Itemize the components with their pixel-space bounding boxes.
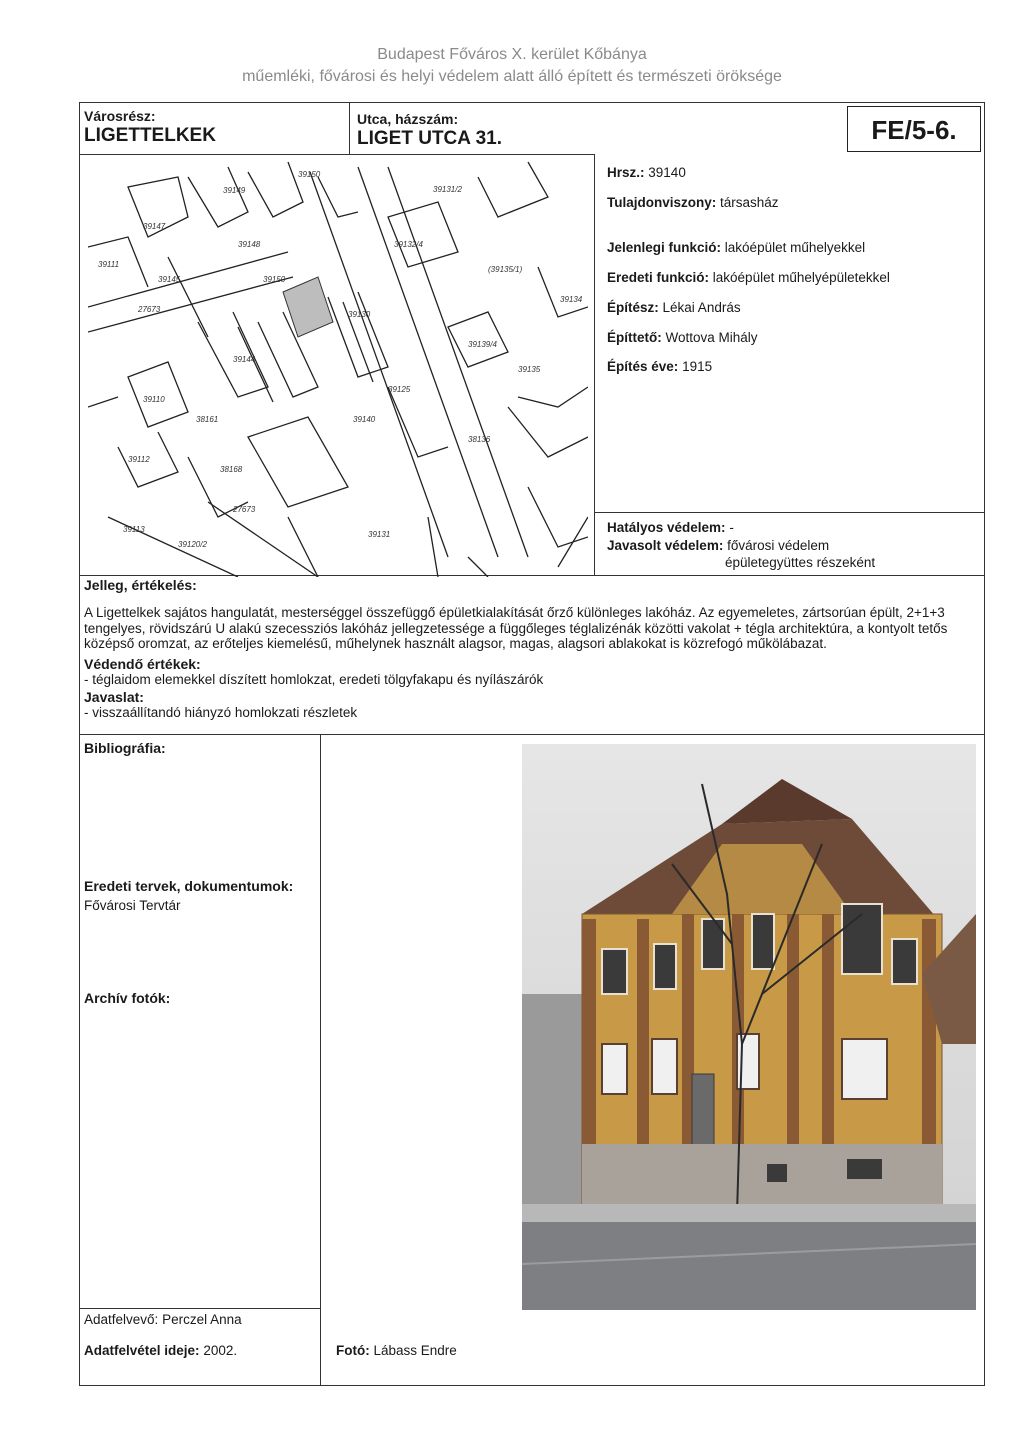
ownership-label: Tulajdonviszony: bbox=[607, 195, 717, 210]
svg-text:39149: 39149 bbox=[223, 186, 246, 195]
svg-text:38161: 38161 bbox=[196, 415, 219, 424]
ownership-value: társasház bbox=[720, 195, 779, 210]
svg-text:39145: 39145 bbox=[158, 275, 181, 284]
svg-text:39110: 39110 bbox=[143, 395, 165, 404]
svg-text:(39135/1): (39135/1) bbox=[488, 265, 523, 274]
svg-text:38168: 38168 bbox=[220, 465, 243, 474]
proposed-protection-row bbox=[607, 538, 829, 553]
builder-value: Wottova Mihály bbox=[665, 330, 758, 345]
proposed-protection-value: fővárosi védelem bbox=[727, 538, 830, 553]
architect-row bbox=[607, 300, 741, 315]
svg-text:39144: 39144 bbox=[233, 355, 256, 364]
proposal-heading: Javaslat: bbox=[84, 689, 144, 705]
svg-text:39140: 39140 bbox=[353, 415, 376, 424]
svg-text:39147: 39147 bbox=[143, 222, 166, 231]
building-photo-drawing bbox=[522, 744, 976, 1310]
recorder-value: Perczel Anna bbox=[162, 1312, 242, 1327]
hrsz-label: Hrsz.: bbox=[607, 165, 645, 180]
divider bbox=[349, 102, 350, 155]
original-function-value: lakóépület műhelyépületekkel bbox=[712, 270, 890, 285]
document-subtitle: műemléki, fővárosi és helyi védelem alatt álló épített és természeti öröksége bbox=[242, 68, 782, 85]
photo-label: Fotó: bbox=[336, 1343, 370, 1358]
plans-value: Fővárosi Tervtár bbox=[84, 898, 181, 913]
ownership-row bbox=[607, 195, 779, 210]
svg-text:39111: 39111 bbox=[98, 260, 120, 269]
hrsz-row bbox=[607, 165, 686, 180]
building-photo bbox=[522, 744, 976, 1310]
street-label: Utca, házszám: bbox=[357, 111, 459, 127]
hrsz-value: 39140 bbox=[648, 165, 686, 180]
architect-value: Lékai András bbox=[662, 300, 741, 315]
plans-label: Eredeti tervek, dokumentumok: bbox=[84, 878, 294, 894]
builder-label: Építtető: bbox=[607, 330, 662, 345]
svg-text:39139/4: 39139/4 bbox=[468, 340, 497, 349]
evaluation-heading: Jelleg, értékelés: bbox=[84, 577, 197, 593]
svg-text:27673: 27673 bbox=[138, 305, 161, 314]
svg-text:39120/2: 39120/2 bbox=[178, 540, 207, 549]
date-label: Adatfelvétel ideje: bbox=[84, 1343, 200, 1358]
values-heading: Védendő értékek: bbox=[84, 656, 201, 672]
district-label: Városrész: bbox=[84, 108, 156, 124]
svg-text:39134: 39134 bbox=[560, 295, 583, 304]
current-function-row bbox=[607, 240, 865, 255]
architect-label: Építész: bbox=[607, 300, 659, 315]
builder-row bbox=[607, 330, 758, 345]
values-item: - téglaidom elemekkel díszített homlokzat, eredeti tölgyfakapu és nyílászárók bbox=[84, 672, 544, 687]
current-function-label: Jelenlegi funkció: bbox=[607, 240, 722, 255]
divider bbox=[79, 1308, 320, 1309]
date-value: 2002. bbox=[203, 1343, 238, 1358]
svg-text:39132/4: 39132/4 bbox=[394, 240, 423, 249]
cadastral-map-drawing bbox=[88, 157, 588, 577]
recorder-label: Adatfelvevő: bbox=[84, 1312, 159, 1327]
svg-text:39125: 39125 bbox=[388, 385, 411, 394]
divider bbox=[594, 512, 985, 513]
divider bbox=[320, 734, 321, 1386]
evaluation-text: A Ligettelkek sajátos hangulatát, mesterséggel összefüggő épületkialakítását őrző különleges lakóház. Az egyemeletes, zártsorúan épült, 2+1+3 tengelyes, rövidszárú U alakú szecessziós lakóház jellegzetessége a függőleges téglalizénák közötti vakolat + tégla architektúra, a kontyolt tetős középső oromzat, az erőteljes kiemelésű, műhelynek használt alagsor, magas, alagsori ablakokat is közrefogó műkölábazat. bbox=[84, 605, 948, 651]
proposed-protection-value-2: épületegyüttes részeként bbox=[725, 555, 876, 570]
year-label: Építés éve: bbox=[607, 359, 679, 374]
svg-text:39150: 39150 bbox=[298, 170, 321, 179]
current-protection-label: Hatályos védelem: bbox=[607, 520, 726, 535]
svg-text:39131: 39131 bbox=[368, 530, 391, 539]
svg-text:39135: 39135 bbox=[518, 365, 541, 374]
svg-text:38136: 38136 bbox=[468, 435, 491, 444]
proposal-item: - visszaállítandó hiányzó homlokzati részletek bbox=[84, 705, 358, 720]
divider bbox=[79, 734, 985, 735]
current-function-value: lakóépület műhelyekkel bbox=[724, 240, 866, 255]
original-function-label: Eredeti funkció: bbox=[607, 270, 710, 285]
svg-text:39130: 39130 bbox=[348, 310, 371, 319]
year-value: 1915 bbox=[682, 359, 713, 374]
original-function-row bbox=[607, 270, 890, 285]
year-row bbox=[607, 359, 712, 374]
proposed-protection-label: Javasolt védelem: bbox=[607, 538, 724, 553]
current-protection-value: - bbox=[729, 520, 734, 535]
svg-text:39131/2: 39131/2 bbox=[433, 185, 462, 194]
cadastral-map bbox=[88, 157, 588, 577]
record-code: FE/5-6. bbox=[847, 106, 981, 152]
photo-credit-row bbox=[336, 1343, 457, 1358]
street-value: LIGET UTCA 31. bbox=[357, 128, 502, 149]
recorder-row bbox=[84, 1312, 242, 1327]
svg-text:39150: 39150 bbox=[263, 275, 286, 284]
bibliography-label: Bibliográfia: bbox=[84, 740, 166, 756]
svg-text:39148: 39148 bbox=[238, 240, 261, 249]
document-title: Budapest Főváros X. kerület Kőbánya bbox=[377, 46, 647, 63]
divider bbox=[79, 154, 594, 155]
svg-text:27673: 27673 bbox=[233, 505, 256, 514]
svg-text:39113: 39113 bbox=[123, 525, 145, 534]
current-protection-row bbox=[607, 520, 734, 535]
photo-value: Lábass Endre bbox=[373, 1343, 457, 1358]
archive-label: Archív fotók: bbox=[84, 990, 171, 1006]
district-value: LIGETTELKEK bbox=[84, 125, 216, 146]
svg-text:39112: 39112 bbox=[128, 455, 150, 464]
date-row bbox=[84, 1343, 237, 1358]
